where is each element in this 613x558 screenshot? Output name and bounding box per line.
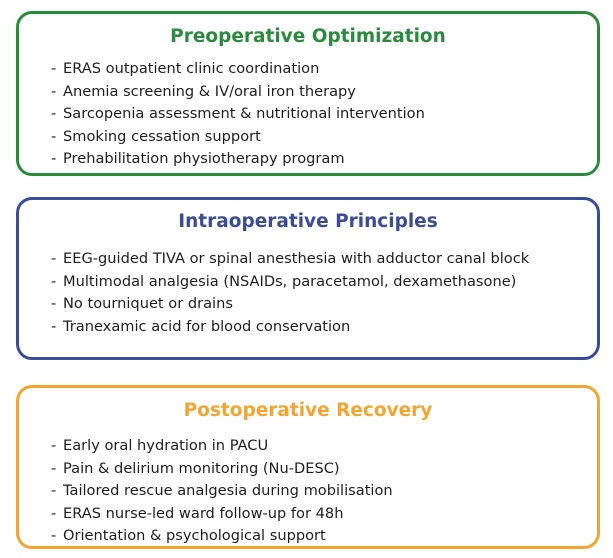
list-item-text: EEG-guided TIVA or spinal anesthesia with adductor canal block <box>63 250 530 267</box>
intraoperative-list <box>19 248 597 338</box>
list-item-text: Pain & delirium monitoring (Nu-DESC) <box>63 459 340 477</box>
list-item-text: Early oral hydration in PACU <box>63 437 269 454</box>
list-item: - ERAS outpatient clinic coordination <box>51 60 320 77</box>
list-item-text: ERAS outpatient clinic coordination <box>63 60 320 77</box>
list-item: - Sarcopenia assessment & nutritional intervention <box>51 105 425 122</box>
postoperative-list <box>19 435 597 548</box>
list-item-text: Tailored rescue analgesia during mobilisation <box>63 482 393 499</box>
list-item-text: Tranexamic acid for blood conservation <box>63 317 351 335</box>
list-item-text: Sarcopenia assessment & nutritional intervention <box>63 105 425 122</box>
list-item: - No tourniquet or drains <box>51 295 233 312</box>
list-item-text: ERAS nurse-led ward follow-up for 48h <box>63 504 344 522</box>
list-item-text: Anemia screening & IV/oral iron therapy <box>63 82 356 100</box>
list-item-text: Multimodal analgesia (NSAIDs, paracetamol, dexamethasone) <box>63 272 517 290</box>
list-item: - Pain & delirium monitoring (Nu-DESC) <box>51 459 340 477</box>
list-item: - EEG-guided TIVA or spinal anesthesia with adductor canal block <box>51 250 530 267</box>
list-item: - Orientation & psychological support <box>51 527 326 544</box>
preoperative-list <box>19 58 597 171</box>
intraoperative-title: Intraoperative Principles <box>178 211 438 232</box>
postoperative-title: Postoperative Recovery <box>183 400 433 421</box>
list-item: - Tailored rescue analgesia during mobilisation <box>51 482 393 499</box>
list-item-text: Orientation & psychological support <box>63 527 326 544</box>
list-item: - Early oral hydration in PACU <box>51 437 269 454</box>
list-item-text: Prehabilitation physiotherapy program <box>63 150 345 167</box>
list-item-text: No tourniquet or drains <box>63 295 233 312</box>
preoperative-panel <box>16 11 600 176</box>
list-item: - Smoking cessation support <box>51 127 261 145</box>
list-item: - Tranexamic acid for blood conservation <box>51 317 351 335</box>
list-item: - Multimodal analgesia (NSAIDs, paracetamol, dexamethasone) <box>51 272 517 290</box>
list-item: - ERAS nurse-led ward follow-up for 48h <box>51 504 344 522</box>
postoperative-panel <box>16 385 600 549</box>
intraoperative-panel <box>16 197 600 360</box>
list-item-text: Smoking cessation support <box>63 127 261 145</box>
list-item: - Prehabilitation physiotherapy program <box>51 150 345 167</box>
list-item: - Anemia screening & IV/oral iron therapy <box>51 82 356 100</box>
preoperative-title: Preoperative Optimization <box>170 26 446 47</box>
